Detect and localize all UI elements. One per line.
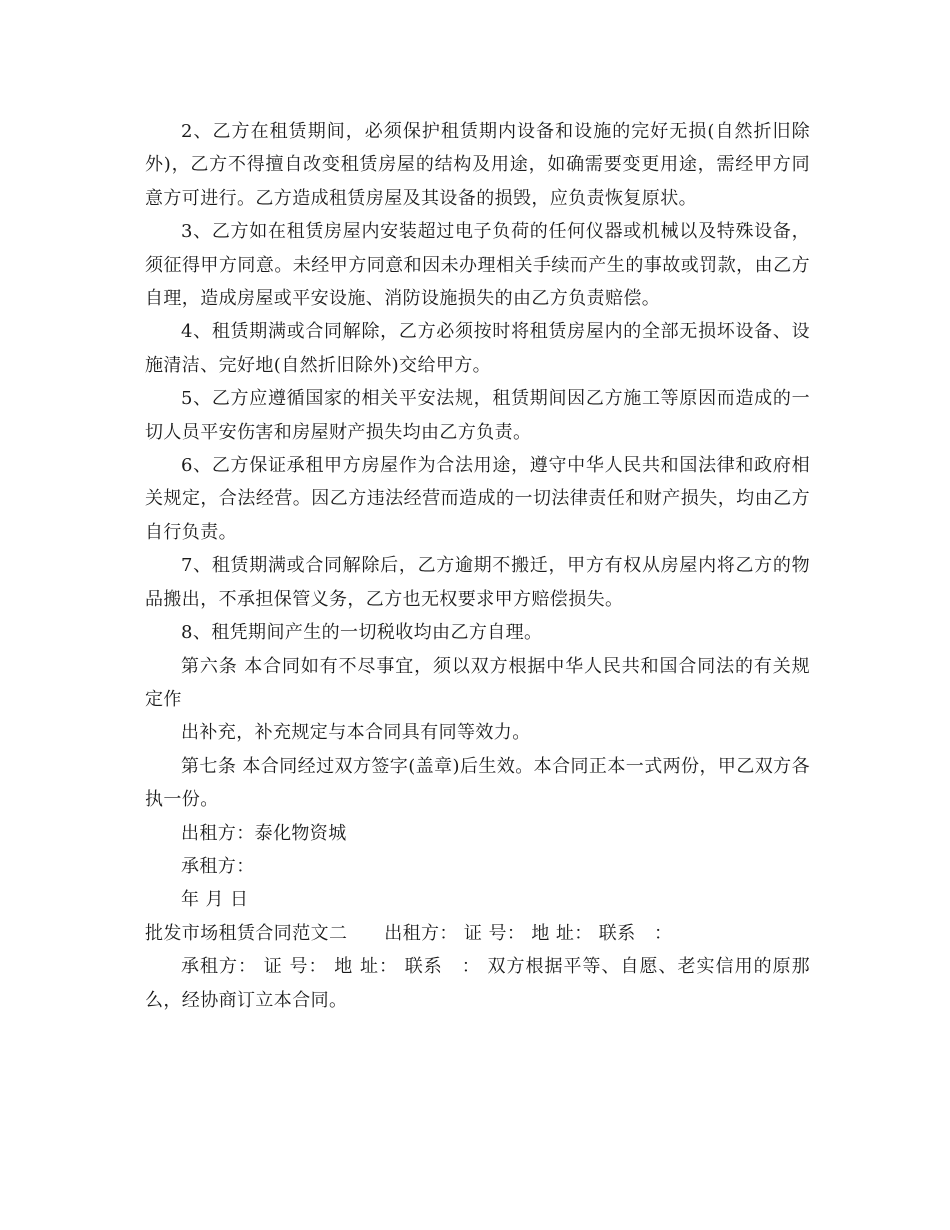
document-body <box>145 115 810 1017</box>
date-line: 年 月 日 <box>181 889 249 911</box>
article-6-continuation: 出补充，补充规定与本合同具有同等效力。 <box>181 722 531 744</box>
clause-8-paragraph: 8、租凭期间产生的一切税收均由乙方自理。 <box>181 622 543 644</box>
clause-3-paragraph: 3、乙方如在租赁房屋内安装超过电子负荷的任何仪器或机械以及特殊设备，须征得甲方同意。未经甲方同意和因未办理相关手续而产生的事故或罚款，由乙方自理，造成房屋或平安设施、消防设施损失的由乙方负责赔偿。 <box>145 221 810 310</box>
article-7-paragraph: 第七条 本合同经过双方签字(盖章)后生效。本合同正本一式两份，甲乙双方各执一份。 <box>145 755 810 811</box>
clause-2-paragraph: 2、乙方在租赁期间，必须保护租赁期内设备和设施的完好无损(自然折旧除外)，乙方不得擅自改变租赁房屋的结构及用途，如确需要变更用途，需经甲方同意方可进行。乙方造成租赁房屋及其设备的损毁，应负责恢复原状。 <box>145 121 810 209</box>
clause-5-paragraph: 5、乙方应遵循国家的相关平安法规，租赁期间因乙方施工等原因而造成的一切人员平安伤害和房屋财产损失均由乙方负责。 <box>145 388 810 443</box>
sample-two-heading-line: 批发市场租赁合同范文二 出租方： 证 号： 地 址： 联系 ： <box>145 922 673 944</box>
clause-7-paragraph: 7、租赁期满或合同解除后，乙方逾期不搬迁，甲方有权从房屋内将乙方的物品搬出，不承担保管义务，乙方也无权要求甲方赔偿损失。 <box>145 555 810 610</box>
lessor-line: 出租方：泰化物资城 <box>181 822 347 844</box>
sample-two-lessee-paragraph: 承租方： 证 号： 地 址： 联系 ： 双方根据平等、自愿、老实信用的原那么，经协商订立本合同。 <box>145 956 810 1011</box>
clause-6-paragraph: 6、乙方保证承租甲方房屋作为合法用途，遵守中华人民共和国法律和政府相关规定，合法经营。因乙方违法经营而造成的一切法律责任和财产损失，均由乙方自行负责。 <box>145 455 810 543</box>
clause-4-paragraph: 4、租赁期满或合同解除，乙方必须按时将租赁房屋内的全部无损坏设备、设施清洁、完好地(自然折旧除外)交给甲方。 <box>145 321 810 376</box>
article-6-paragraph: 第六条 本合同如有不尽事宜，须以双方根据中华人民共和国合同法的有关规定作 <box>145 655 810 710</box>
lessee-line: 承租方： <box>181 855 255 877</box>
